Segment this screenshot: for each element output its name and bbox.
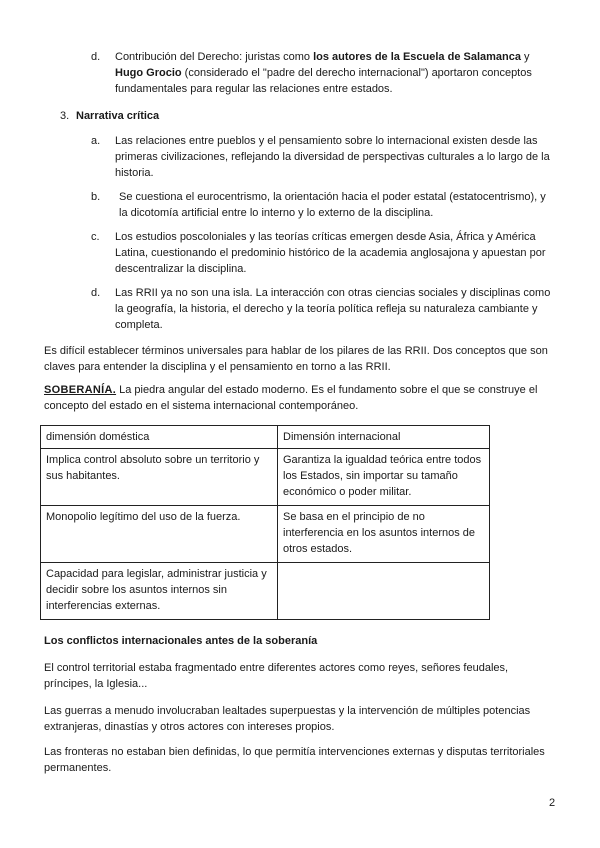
list-item-text	[115, 49, 551, 97]
conflicts-paragraph: El control territorial estaba fragmentado entre diferentes actores como reyes, señores feudales, príncipes, la Iglesia...	[44, 662, 509, 690]
list-label: a.	[91, 135, 101, 147]
section-heading-3	[60, 108, 159, 124]
soberania-paragraph	[44, 382, 558, 414]
table-header-cell: Dimensión internacional	[278, 426, 490, 449]
list-item-text: Las relaciones entre pueblos y el pensamiento sobre lo internacional existen desde las primeras civilizaciones, reflejando la diversidad de perspectivas culturales a lo largo de la historia.	[115, 135, 550, 179]
list-label: d.	[91, 287, 101, 299]
list-item-text: Se cuestiona el eurocentrismo, la orientación hacia el poder estatal (estatocentrismo), y la dicotomía artificial entre lo interno y lo externo de la disciplina.	[119, 191, 546, 219]
bold-run: Hugo Grocio	[115, 67, 182, 79]
soberania-term: SOBERANÍA.	[44, 384, 117, 396]
soberania-table	[40, 425, 490, 620]
conflicts-heading: Los conflictos internacionales antes de la soberanía	[44, 635, 318, 647]
list-item-a	[91, 133, 551, 181]
list-item-text: Las RRII ya no son una isla. La interacción con otras ciencias sociales y disciplinas como la geografía, la historia, el derecho y la teoría política refleja su naturaleza cambiante y completa.	[115, 287, 551, 331]
table-cell: Se basa en el principio de no interferencia en los asuntos internos de otros estados.	[278, 506, 490, 563]
table-row	[41, 506, 490, 563]
text-run: (considerado el "padre del derecho internacional") aportaron conceptos fundamentales para regular las relaciones entre estados.	[115, 67, 532, 95]
list-item-b	[91, 189, 551, 221]
soberania-text: La piedra angular del estado moderno. Es el fundamento sobre el que se construye el concepto del estado en el sistema internacional contemporáneo.	[44, 384, 538, 412]
list-item-text: Los estudios poscoloniales y las teorías críticas emergen desde Asia, África y América Latina, cuestionando el predominio histórico de la academia anglosajona y apuestan por descentralizar la disciplina.	[115, 231, 546, 275]
table-cell: Monopolio legítimo del uso de la fuerza.	[41, 506, 278, 563]
table-header-row	[41, 426, 490, 449]
table-header-cell: dimensión doméstica	[41, 426, 278, 449]
list-label: c.	[91, 231, 100, 243]
section-number: 3.	[60, 110, 70, 122]
table-cell: Capacidad para legislar, administrar justicia y decidir sobre los asuntos internos sin interferencias externas.	[41, 563, 278, 620]
section-title: Narrativa crítica	[76, 110, 160, 122]
list-label: b.	[91, 191, 101, 203]
page-number: 2	[549, 797, 556, 809]
list-item-d	[91, 285, 551, 333]
list-item-c	[91, 229, 551, 277]
bold-run: los autores de la Escuela de Salamanca	[313, 51, 521, 63]
conflicts-paragraph: Las fronteras no estaban bien definidas, lo que permitía intervenciones externas y disputas territoriales permanentes.	[44, 746, 545, 774]
table-row	[41, 563, 490, 620]
conflicts-paragraph: Las guerras a menudo involucraban lealtades superpuestas y la intervención de múltiples potencias extranjeras, dinastías y otros actores con intereses propios.	[44, 705, 531, 733]
text-run: y	[520, 51, 530, 63]
table-cell	[278, 563, 490, 620]
table-row	[41, 449, 490, 506]
list-item-d-intl	[91, 49, 551, 97]
text-run: Contribución del Derecho: juristas como	[115, 51, 314, 63]
list-label: d.	[91, 51, 101, 63]
table-cell: Garantiza la igualdad teórica entre todos los Estados, sin importar su tamaño económico o poder militar.	[278, 449, 490, 506]
intro-paragraph: Es difícil establecer términos universales para hablar de los pilares de las RRII. Dos conceptos que son claves para entender la disciplina y el pensamiento en torno a las RRII.	[44, 345, 548, 373]
table-cell: Implica control absoluto sobre un territorio y sus habitantes.	[41, 449, 278, 506]
